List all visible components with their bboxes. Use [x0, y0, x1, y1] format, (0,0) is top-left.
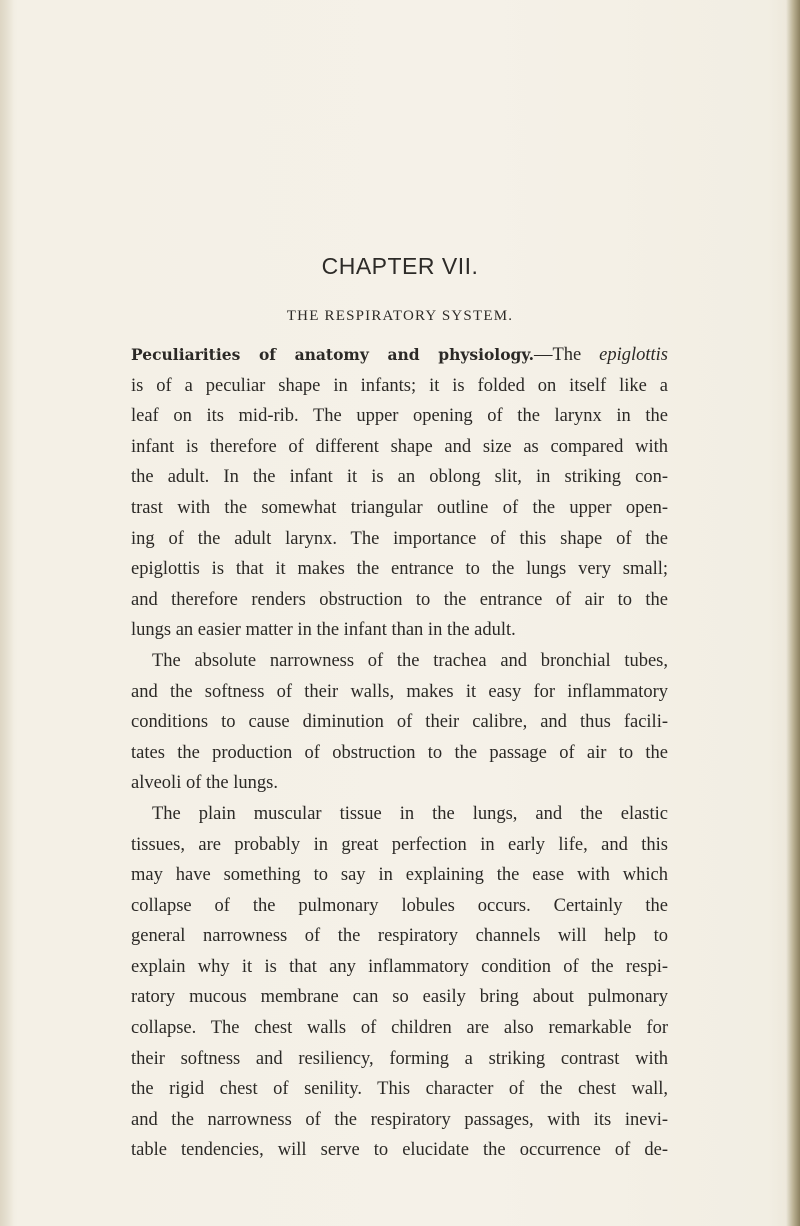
text-line: collapse. The chest walls of children are also remarkable for — [131, 1018, 668, 1039]
text-line: may have something to say in explaining the ease with which — [131, 865, 668, 886]
text-fragment: —The — [534, 345, 582, 365]
text-line: The absolute narrowness of the trachea and bronchial tubes, — [152, 650, 668, 671]
text-line: tates the production of obstruction to the passage of air to the — [131, 742, 668, 763]
text-line: conditions to cause diminution of their calibre, and thus facili- — [131, 712, 668, 733]
page-right-edge — [786, 0, 800, 1226]
text-line: table tendencies, will serve to elucidate the occurrence of de- — [131, 1140, 668, 1161]
body-text — [131, 340, 668, 1166]
text-line: and the narrowness of the respiratory passages, with its inevi- — [131, 1109, 668, 1130]
text-line: collapse of the pulmonary lobules occurs. Certainly the — [131, 895, 668, 916]
text-line — [131, 340, 668, 371]
text-line: tissues, are probably in great perfection in early life, and this — [131, 834, 668, 855]
text-line: The plain muscular tissue in the lungs, and the elastic — [152, 803, 668, 824]
text-line: ing of the adult larynx. The importance of this shape of the — [131, 528, 668, 549]
text-line: explain why it is that any inflammatory condition of the respi- — [131, 956, 668, 977]
text-line: and therefore renders obstruction to the entrance of air to the — [131, 589, 668, 610]
text-line: the rigid chest of senility. This character of the chest wall, — [131, 1079, 668, 1100]
text-line: ratory mucous membrane can so easily bring about pulmonary — [131, 987, 668, 1008]
text-line: alveoli of the lungs. — [131, 773, 278, 794]
text-line: trast with the somewhat triangular outline of the upper open- — [131, 497, 668, 518]
text-line: their softness and resiliency, forming a striking contrast with — [131, 1048, 668, 1069]
italic-term: epiglottis — [599, 345, 668, 365]
section-title: THE RESPIRATORY SYSTEM. — [286, 308, 514, 324]
text-line: infant is therefore of different shape and size as compared with — [131, 436, 668, 457]
text-line: is of a peculiar shape in infants; it is folded on itself like a — [131, 375, 668, 396]
page-left-edge — [0, 0, 14, 1226]
text-line: leaf on its mid-rib. The upper opening of the larynx in the — [131, 406, 668, 427]
chapter-title: CHAPTER VII. — [321, 253, 479, 279]
run-in-heading: Peculiarities of anatomy and physiology. — [131, 345, 534, 364]
text-line: and the softness of their walls, makes it easy for inflammatory — [131, 681, 668, 702]
text-line: general narrowness of the respiratory channels will help to — [131, 926, 668, 947]
text-line: epiglottis is that it makes the entrance to the lungs very small; — [131, 559, 668, 580]
text-line: lungs an easier matter in the infant than in the adult. — [131, 620, 516, 641]
text-line: the adult. In the infant it is an oblong slit, in striking con- — [131, 467, 668, 488]
